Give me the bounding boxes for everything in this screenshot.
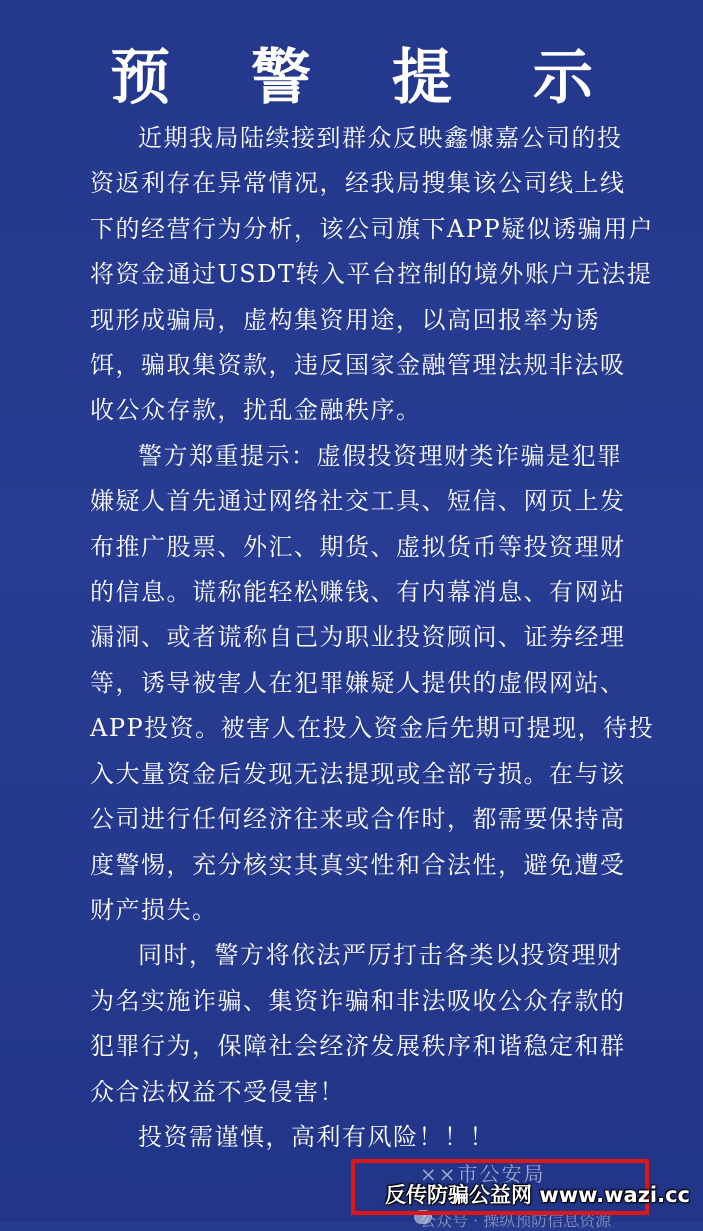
text-line: 资返利存在异常情况，经我局搜集该公司线上线: [90, 169, 626, 198]
text-line: 布推广股票、外汇、期货、虚拟货币等投资理财: [90, 532, 626, 561]
text-line: 近期我局陆续接到群众反映鑫慷嘉公司的投: [138, 124, 623, 152]
notice-body: [90, 116, 655, 1160]
account-label: 公众号 · 操纵预防信息资源: [420, 1211, 612, 1230]
text-line: 众合法权益不受侵害！: [90, 1077, 345, 1106]
text-line: 现形成骗局，虚构集资用途，以高回报率为诱: [90, 305, 600, 334]
page-title: 预 警 提 示: [110, 43, 623, 113]
text-line: 收公众存款，扰乱金融秩序。: [90, 396, 422, 425]
paragraph-3: [90, 933, 630, 1115]
text-line: 的信息。谎称能轻松赚钱、有内幕消息、有网站: [90, 578, 626, 607]
text-line: 嫌疑人首先通过网络社交工具、短信、网页上发: [90, 487, 626, 516]
text-line: APP投资。被害人在投入资金后先期可提现，待投: [90, 714, 655, 743]
text-line: 度警惕，充分核实其真实性和合法性，避免遭受: [90, 850, 626, 879]
watermark-text: 反传防骗公益网 www.wazi.cc: [384, 1183, 690, 1207]
text-line: 饵，骗取集资款，违反国家金融管理法规非法吸: [90, 351, 626, 380]
paragraph-2: [90, 434, 655, 933]
text-line: 投资需谨慎，高利有风险！！！: [138, 1122, 495, 1151]
text-line: 下的经营行为分析，该公司旗下APP疑似诱骗用户: [90, 214, 655, 243]
text-line: 漏洞、或者谎称自己为职业投资顾问、证券经理: [90, 623, 626, 652]
text-line: 犯罪行为，保障社会经济发展秩序和谐稳定和群: [90, 1032, 626, 1061]
paragraph-1: [90, 116, 655, 434]
text-line: 警方郑重提示：虚假投资理财类诈骗是犯罪: [138, 441, 623, 470]
issuer-seal: ××市公安局: [420, 1162, 546, 1186]
text-line: 将资金通过USDT转入平台控制的境外账户无法提: [90, 260, 653, 289]
text-line: 财产损失。: [90, 895, 218, 924]
text-line: 为名实施诈骗、集资诈骗和非法吸收公众存款的: [90, 986, 626, 1015]
text-line: 入大量资金后发现无法提现或全部亏损。在与该: [90, 759, 626, 788]
text-line: 等，诱导被害人在犯罪嫌疑人提供的虚假网站、: [90, 668, 626, 697]
text-line: 同时，警方将依法严厉打击各类以投资理财: [138, 941, 623, 970]
text-line: 公司进行任何经济往来或合作时，都需要保持高: [90, 805, 626, 834]
paragraph-4: [90, 1115, 630, 1160]
